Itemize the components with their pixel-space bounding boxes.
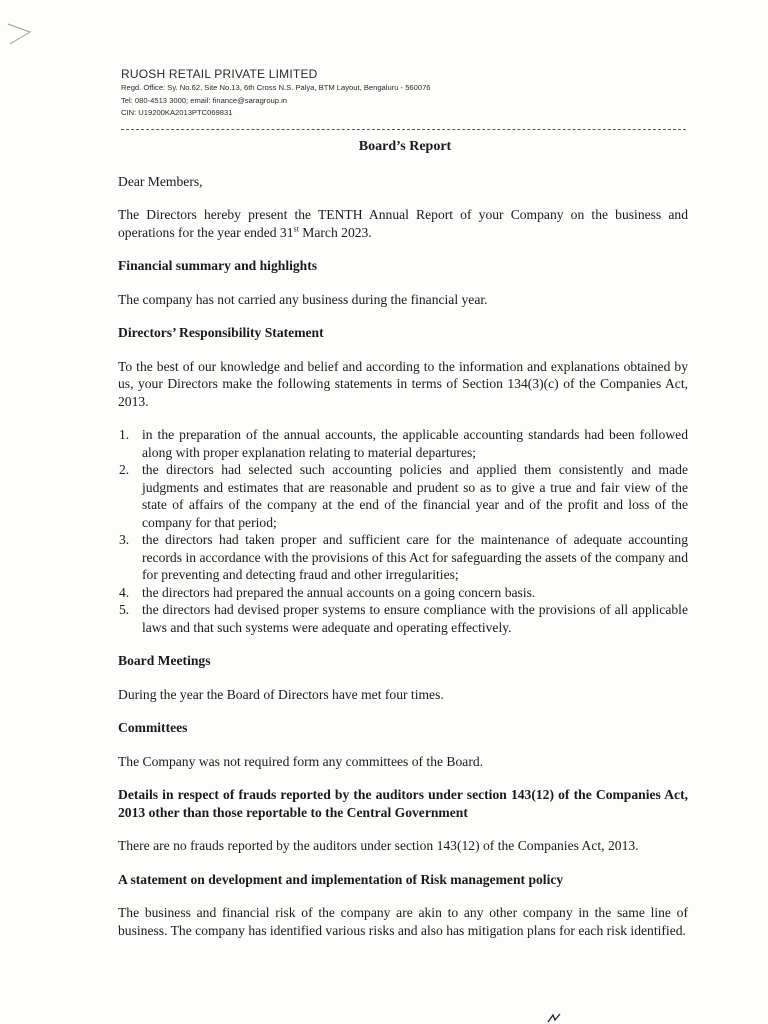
section-text-responsibility: To the best of our knowledge and belief and according to the information and explanations obtained by us, your Directors make the following statements in terms of Section 134(3)(c) of the Companies Act, 2013. (118, 358, 688, 409)
list-item (118, 461, 688, 531)
list-item-number: 3. (119, 532, 130, 547)
intro-paragraph: The Directors hereby present the TENTH Annual Report of your Company on the business and operations for the year ended 31st March 2023. (118, 207, 688, 240)
list-item-text: the directors had prepared the annual accounts on a going concern basis. (142, 584, 536, 600)
list-item-text: in the preparation of the annual accounts, the applicable accounting standards had been followed along with proper explanation relating to material departures; (142, 427, 688, 460)
list-item (118, 426, 688, 461)
section-text-meetings: During the year the Board of Directors have met four times. (118, 686, 444, 702)
letterhead-cin: CIN: U19200KA2013PTC069831 (121, 108, 233, 117)
section-heading-financial: Financial summary and highlights (118, 258, 318, 273)
letterhead-divider (121, 129, 686, 130)
section-heading-responsibility: Directors’ Responsibility Statement (118, 325, 324, 340)
section-text-financial: The company has not carried any business during the financial year. (118, 291, 488, 307)
corner-scribble-icon (4, 10, 34, 50)
section-text-risk: The business and financial risk of the company are akin to any other company in the same line of business. The company has identified various risks and also has mitigation plans for each risk identified. (118, 905, 688, 938)
list-item-number: 1. (119, 427, 130, 442)
section-heading-risk: A statement on development and implementation of Risk management policy (118, 871, 564, 887)
list-item-number: 4. (119, 584, 130, 600)
letterhead-contact: Tel: 080-4513 3000; email: finance@saragroup.in (121, 95, 288, 105)
letterhead-address: Regd. Office: Sy. No.62, Site No.13, 6th Cross N.S. Palya, BTM Layout, Bengaluru - 560076 (121, 83, 431, 92)
list-item (118, 531, 688, 584)
section-heading-meetings: Board Meetings (118, 653, 211, 668)
letterhead (121, 66, 691, 120)
report-title: Board’s Report (358, 139, 452, 154)
letterhead-company-name: RUOSH RETAIL PRIVATE LIMITED (121, 67, 318, 81)
list-item (118, 584, 688, 602)
report-body (118, 138, 688, 955)
list-item-text: the directors had devised proper systems to ensure compliance with the provisions of all applicable laws and that such systems were adequate and operating effectively. (142, 602, 688, 635)
list-item (118, 601, 688, 636)
list-item-text: the directors had selected such accounting policies and applied them consistently and made judgments and estimates that are reasonable and prudent so as to give a true and fair view of the state of affairs of the company at the end of the financial year and of the profit and loss of the company for that period; (142, 462, 688, 530)
section-heading-frauds: Details in respect of frauds reported by the auditors under section 143(12) of the Companies Act, 2013 other than those reportable to the Central Government (118, 787, 688, 820)
list-item-text: the directors had taken proper and sufficient care for the maintenance of adequate accounting records in accordance with the provisions of this Act for safeguarding the assets of the company and for preventing and detecting fraud and other irregularities; (142, 532, 688, 582)
section-text-committees: The Company was not required form any committees of the Board. (118, 753, 484, 769)
list-item-number: 2. (119, 462, 130, 477)
section-heading-committees: Committees (118, 720, 188, 735)
section-text-frauds: There are no frauds reported by the auditors under section 143(12) of the Companies Act, 2013. (118, 838, 639, 853)
salutation: Dear Members, (118, 173, 203, 189)
pen-mark-icon (546, 1012, 562, 1024)
list-item-number: 5. (119, 602, 130, 617)
responsibility-list (118, 426, 688, 636)
